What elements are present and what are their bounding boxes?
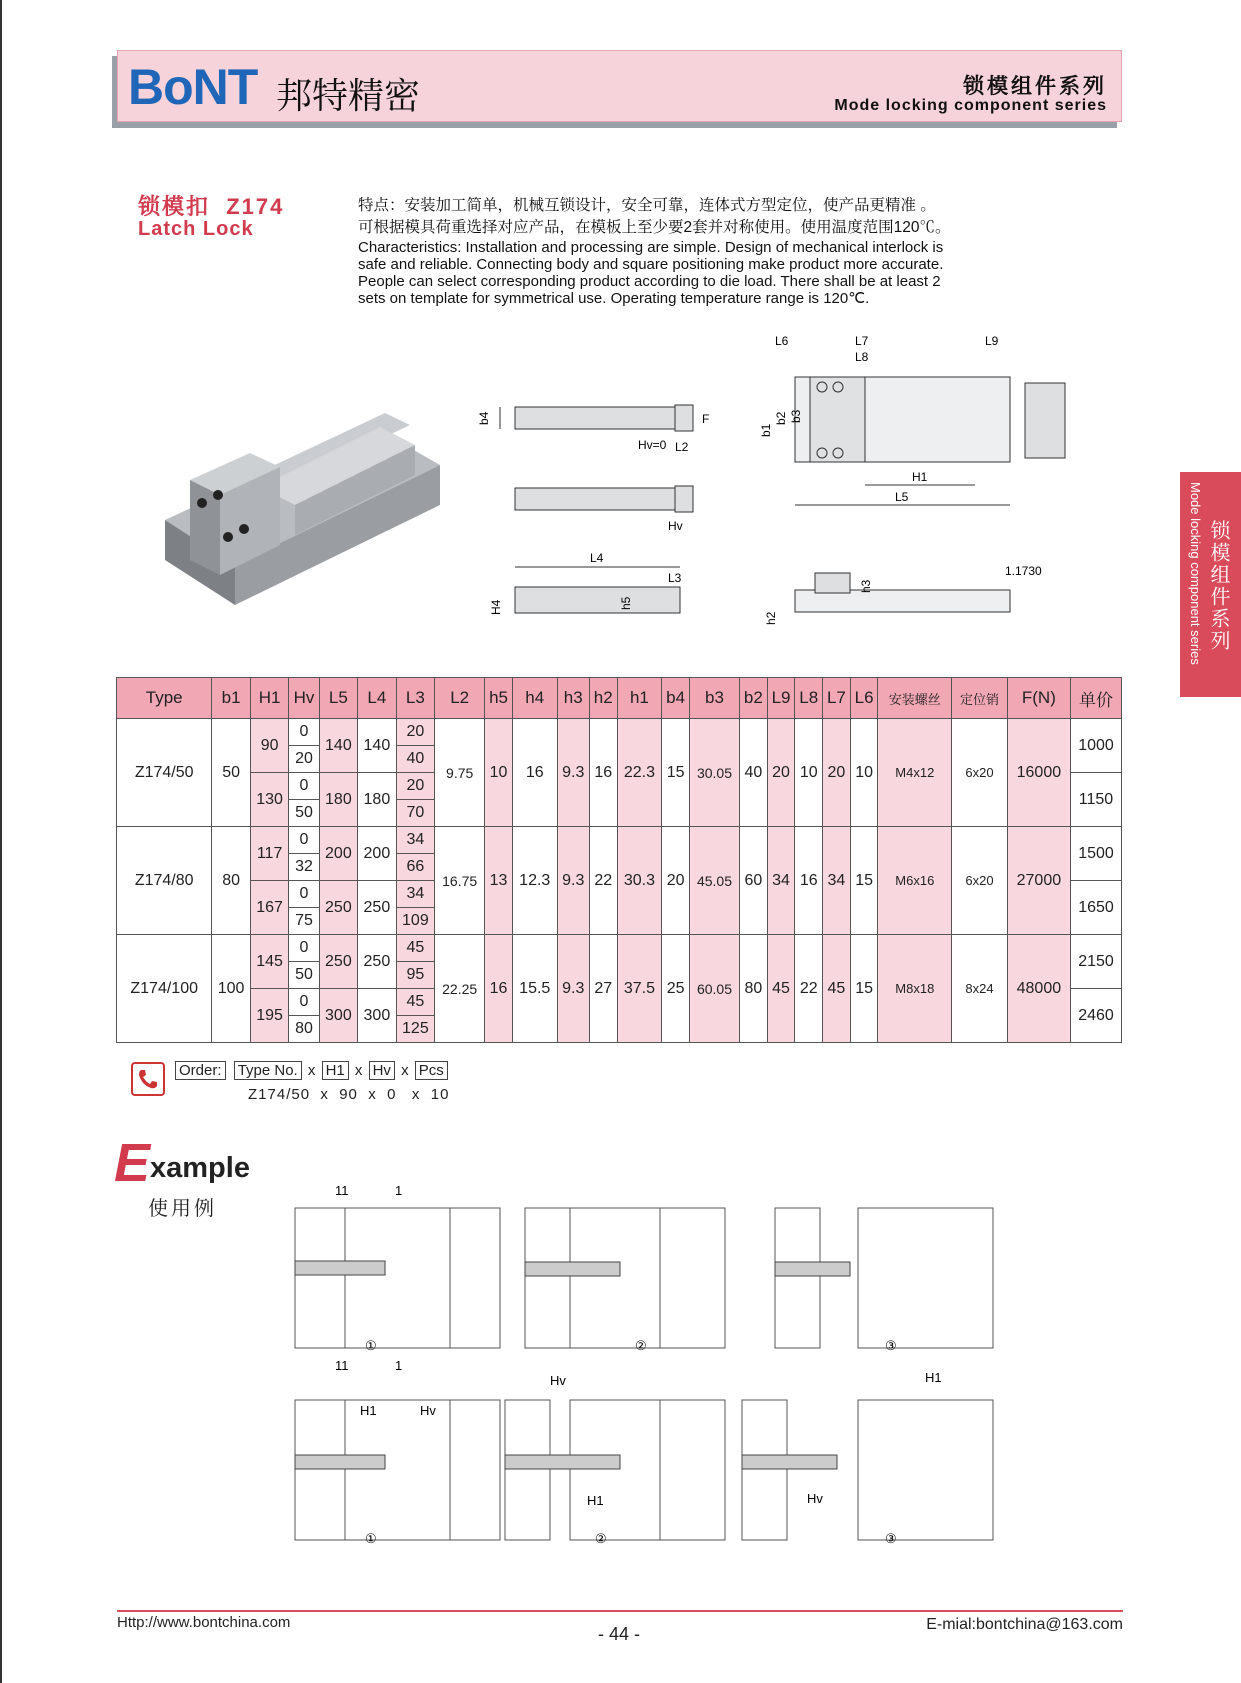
table-cell: 6x20 xyxy=(952,827,1008,935)
table-cell: 20 xyxy=(767,719,795,827)
table-cell: 167 xyxy=(250,881,289,935)
table-cell: 1150 xyxy=(1071,773,1122,827)
table-cell: 50 xyxy=(289,800,319,827)
order-example: Z174/50 x 90 x 0 x 10 xyxy=(248,1086,450,1103)
table-cell: Z174/50 xyxy=(117,719,212,827)
table-cell: 10 xyxy=(850,719,878,827)
example-row-bottom xyxy=(295,1358,993,1546)
table-cell: 140 xyxy=(319,719,358,773)
table-cell: 50 xyxy=(212,719,251,827)
table-cell: 180 xyxy=(319,773,358,827)
table-cell: 45 xyxy=(823,935,851,1043)
col-header: L6 xyxy=(850,678,878,719)
table-cell: 300 xyxy=(319,989,358,1043)
table-cell: M6x16 xyxy=(878,827,952,935)
table-cell: 12.3 xyxy=(512,827,557,935)
table-cell: 40 xyxy=(740,719,768,827)
col-header: b3 xyxy=(689,678,739,719)
table-cell: 300 xyxy=(358,989,397,1043)
table-cell: 10 xyxy=(795,719,823,827)
table-cell: 60 xyxy=(740,827,768,935)
col-header: L3 xyxy=(396,678,435,719)
dim-L6: L6 xyxy=(775,334,789,348)
table-header-row xyxy=(117,678,1122,719)
footer-email[interactable]: E-mial:bontchina@163.com xyxy=(926,1616,1123,1633)
table-cell: 90 xyxy=(250,719,289,773)
table-cell: 109 xyxy=(396,908,435,935)
order-hv: Hv xyxy=(369,1061,395,1080)
table-row xyxy=(117,827,1122,854)
table-cell: 15 xyxy=(662,719,690,827)
table-cell: 27000 xyxy=(1007,827,1070,935)
table-cell: 66 xyxy=(396,854,435,881)
phone-icon xyxy=(131,1062,165,1096)
table-cell: 25 xyxy=(662,935,690,1043)
col-header: 安装螺丝 xyxy=(878,678,952,719)
table-cell: M8x18 xyxy=(878,935,952,1043)
table-cell: 1500 xyxy=(1071,827,1122,881)
table-cell: 1000 xyxy=(1071,719,1122,773)
table-cell: 45 xyxy=(767,935,795,1043)
table-cell: 40 xyxy=(396,746,435,773)
table-cell: 22.25 xyxy=(435,935,485,1043)
table-cell: 8x24 xyxy=(952,935,1008,1043)
product-subtitle: Latch Lock xyxy=(138,218,254,240)
dim-b4: b4 xyxy=(477,411,491,425)
ex4-step: ① xyxy=(365,1531,377,1546)
col-header: H1 xyxy=(250,678,289,719)
col-header: b4 xyxy=(662,678,690,719)
table-cell: 20 xyxy=(396,719,435,746)
table-cell: 9.3 xyxy=(557,827,589,935)
table-cell: 15 xyxy=(850,827,878,935)
dim-H1: H1 xyxy=(912,470,928,484)
feature-text xyxy=(358,195,1008,307)
table-cell: 80 xyxy=(212,827,251,935)
dim-h2: h2 xyxy=(764,611,778,625)
table-row xyxy=(117,719,1122,746)
table-cell: 30.05 xyxy=(689,719,739,827)
col-header: h1 xyxy=(617,678,662,719)
company-name: 邦特精密 xyxy=(276,76,421,117)
table-cell: 145 xyxy=(250,935,289,989)
table-cell: 0 xyxy=(289,989,319,1016)
ex4-H1: H1 xyxy=(360,1403,377,1418)
table-body xyxy=(117,719,1122,1043)
order-sep: x xyxy=(307,1062,316,1079)
order-format xyxy=(173,1062,450,1079)
col-header: Type xyxy=(117,678,212,719)
table-cell: 48000 xyxy=(1007,935,1070,1043)
dim-L9: L9 xyxy=(985,334,999,348)
col-header: h4 xyxy=(512,678,557,719)
order-h1: H1 xyxy=(322,1061,349,1080)
col-header: Hv xyxy=(289,678,319,719)
page-number: - 44 - xyxy=(598,1624,641,1644)
table-cell: 125 xyxy=(396,1016,435,1043)
table-cell: M4x12 xyxy=(878,719,952,827)
ex6-step: ③ xyxy=(885,1531,897,1546)
spec-table xyxy=(116,677,1122,1043)
table-cell: 22 xyxy=(589,827,617,935)
feature-en-2: safe and reliable. Connecting body and square positioning make product more accurate. xyxy=(358,256,944,273)
order-label: Order: xyxy=(175,1061,226,1080)
series-title-cn: 锁模组件系列 xyxy=(963,75,1107,98)
dim-h3: h3 xyxy=(859,579,873,593)
col-header: 定位销 xyxy=(952,678,1008,719)
feature-en-1: Characteristics: Installation and processing are simple. Design of mechanical interlock is xyxy=(358,239,944,256)
dim-b1: b1 xyxy=(759,423,773,437)
ex4-n11: 11 xyxy=(335,1358,349,1373)
col-header: h3 xyxy=(557,678,589,719)
col-header: L5 xyxy=(319,678,358,719)
table-cell: 9.3 xyxy=(557,719,589,827)
ex5-Hv: Hv xyxy=(550,1373,566,1388)
feature-cn-2: 可根据模具荷重选择对应产品，在模板上至少要2套并对称使用。使用温度范围120℃。 xyxy=(358,219,951,236)
table-cell: 80 xyxy=(740,935,768,1043)
col-header: b1 xyxy=(212,678,251,719)
table-cell: 0 xyxy=(289,773,319,800)
table-cell: 13 xyxy=(485,827,513,935)
ex5-step: ② xyxy=(595,1531,607,1546)
table-cell: 16 xyxy=(795,827,823,935)
table-cell: 200 xyxy=(358,827,397,881)
feature-cn-1: 特点：安装加工简单，机械互锁设计，安全可靠，连体式方型定位，使产品更精准 。 xyxy=(358,197,936,214)
table-cell: 9.3 xyxy=(557,935,589,1043)
dim-L4: L4 xyxy=(590,551,604,565)
table-cell: 2150 xyxy=(1071,935,1122,989)
series-title-en: Mode locking component series xyxy=(834,97,1107,114)
table-cell: 20 xyxy=(823,719,851,827)
table-cell: 0 xyxy=(289,827,319,854)
brand-logo: BoNT xyxy=(128,59,258,115)
ex4-Hv: Hv xyxy=(420,1403,436,1418)
table-cell: 16 xyxy=(512,719,557,827)
table-cell: 75 xyxy=(289,908,319,935)
table-cell: 16 xyxy=(589,719,617,827)
table-cell: 15.5 xyxy=(512,935,557,1043)
dim-H4: H4 xyxy=(489,599,503,615)
ex1-n11: 11 xyxy=(335,1183,349,1198)
example-row-top xyxy=(295,1183,993,1353)
table-cell: 0 xyxy=(289,935,319,962)
table-cell: 100 xyxy=(212,935,251,1043)
table-cell: 70 xyxy=(396,800,435,827)
col-header: L7 xyxy=(823,678,851,719)
footer-url[interactable]: Http://www.bontchina.com xyxy=(117,1614,291,1631)
table-cell: 20 xyxy=(289,746,319,773)
example-initial: E xyxy=(114,1133,151,1193)
table-cell: 34 xyxy=(823,827,851,935)
table-cell: 250 xyxy=(358,935,397,989)
col-header: L4 xyxy=(358,678,397,719)
dim-L3: L3 xyxy=(668,571,682,585)
table-row xyxy=(117,935,1122,962)
table-cell: 0 xyxy=(289,881,319,908)
table-cell: 250 xyxy=(358,881,397,935)
ex1-step: ① xyxy=(365,1338,377,1353)
col-header: b2 xyxy=(740,678,768,719)
table-cell: 50 xyxy=(289,962,319,989)
dim-b2: b2 xyxy=(774,411,788,425)
dim-L8: L8 xyxy=(855,350,869,364)
table-cell: 140 xyxy=(358,719,397,773)
order-sep: x xyxy=(354,1062,363,1079)
dim-Hv: Hv xyxy=(668,519,683,533)
table-cell: 15 xyxy=(850,935,878,1043)
col-header: L8 xyxy=(795,678,823,719)
table-cell: 60.05 xyxy=(689,935,739,1043)
table-cell: Z174/100 xyxy=(117,935,212,1043)
table-cell: 22 xyxy=(795,935,823,1043)
table-cell: 20 xyxy=(396,773,435,800)
dim-h5: h5 xyxy=(619,596,633,610)
table-cell: Z174/80 xyxy=(117,827,212,935)
order-type-no: Type No. xyxy=(234,1061,302,1080)
table-cell: 180 xyxy=(358,773,397,827)
table-cell: 30.3 xyxy=(617,827,662,935)
col-header: L9 xyxy=(767,678,795,719)
dim-hv0: Hv=0 xyxy=(638,438,667,452)
col-header: h5 xyxy=(485,678,513,719)
table-cell: 117 xyxy=(250,827,289,881)
example-title: xample xyxy=(150,1152,250,1184)
feature-en-3: People can select corresponding product according to die load. There shall be at least 2 xyxy=(358,273,941,290)
table-cell: 6x20 xyxy=(952,719,1008,827)
side-tab-cn: 锁模组件系列 xyxy=(1207,520,1229,652)
col-header: L2 xyxy=(435,678,485,719)
table-cell: 45 xyxy=(396,935,435,962)
dim-angle: 1.1730 xyxy=(1005,564,1042,578)
table-cell: 16 xyxy=(485,935,513,1043)
table-cell: 20 xyxy=(662,827,690,935)
ex6-Hv: Hv xyxy=(807,1491,823,1506)
table-cell: 22.3 xyxy=(617,719,662,827)
side-tab-en: Mode locking component series xyxy=(1188,482,1203,665)
table-cell: 1650 xyxy=(1071,881,1122,935)
table-cell: 34 xyxy=(396,881,435,908)
table-cell: 16.75 xyxy=(435,827,485,935)
table-cell: 250 xyxy=(319,881,358,935)
table-cell: 130 xyxy=(250,773,289,827)
table-cell: 0 xyxy=(289,719,319,746)
feature-en-4: sets on template for symmetrical use. Operating temperature range is 120℃. xyxy=(358,290,870,307)
table-cell: 195 xyxy=(250,989,289,1043)
table-cell: 34 xyxy=(767,827,795,935)
table-cell: 45.05 xyxy=(689,827,739,935)
table-cell: 27 xyxy=(589,935,617,1043)
ex1-n1: 1 xyxy=(395,1183,403,1198)
technical-drawing xyxy=(470,325,1080,635)
side-tab xyxy=(1180,472,1241,697)
product-title: 锁模扣 Z174 xyxy=(138,194,285,219)
order-sep: x xyxy=(401,1062,409,1079)
ex2-step: ② xyxy=(635,1338,647,1353)
dim-L7: L7 xyxy=(855,334,869,348)
col-header: F(N) xyxy=(1007,678,1070,719)
dim-L2: L2 xyxy=(675,440,689,454)
col-header: 单价 xyxy=(1071,678,1122,719)
ex6-H1: H1 xyxy=(925,1370,942,1385)
table-cell: 16000 xyxy=(1007,719,1070,827)
table-cell: 32 xyxy=(289,854,319,881)
ex3-step: ③ xyxy=(885,1338,897,1353)
table-cell: 200 xyxy=(319,827,358,881)
ex5-H1: H1 xyxy=(587,1493,604,1508)
example-title-cn: 使用例 xyxy=(148,1198,217,1220)
table-cell: 250 xyxy=(319,935,358,989)
col-header: h2 xyxy=(589,678,617,719)
example-diagrams xyxy=(290,1165,1080,1595)
table-cell: 37.5 xyxy=(617,935,662,1043)
dim-b3: b3 xyxy=(789,409,803,423)
product-photo xyxy=(160,405,450,635)
ex4-n1: 1 xyxy=(395,1358,403,1373)
footer-rule xyxy=(117,1610,1123,1612)
order-pcs: Pcs xyxy=(415,1061,448,1080)
table-cell: 34 xyxy=(396,827,435,854)
dim-L5: L5 xyxy=(895,490,909,504)
table-cell: 9.75 xyxy=(435,719,485,827)
table-cell: 80 xyxy=(289,1016,319,1043)
dim-F: F xyxy=(702,412,710,426)
table-cell: 45 xyxy=(396,989,435,1016)
table-cell: 95 xyxy=(396,962,435,989)
table-cell: 2460 xyxy=(1071,989,1122,1043)
table-cell: 10 xyxy=(485,719,513,827)
